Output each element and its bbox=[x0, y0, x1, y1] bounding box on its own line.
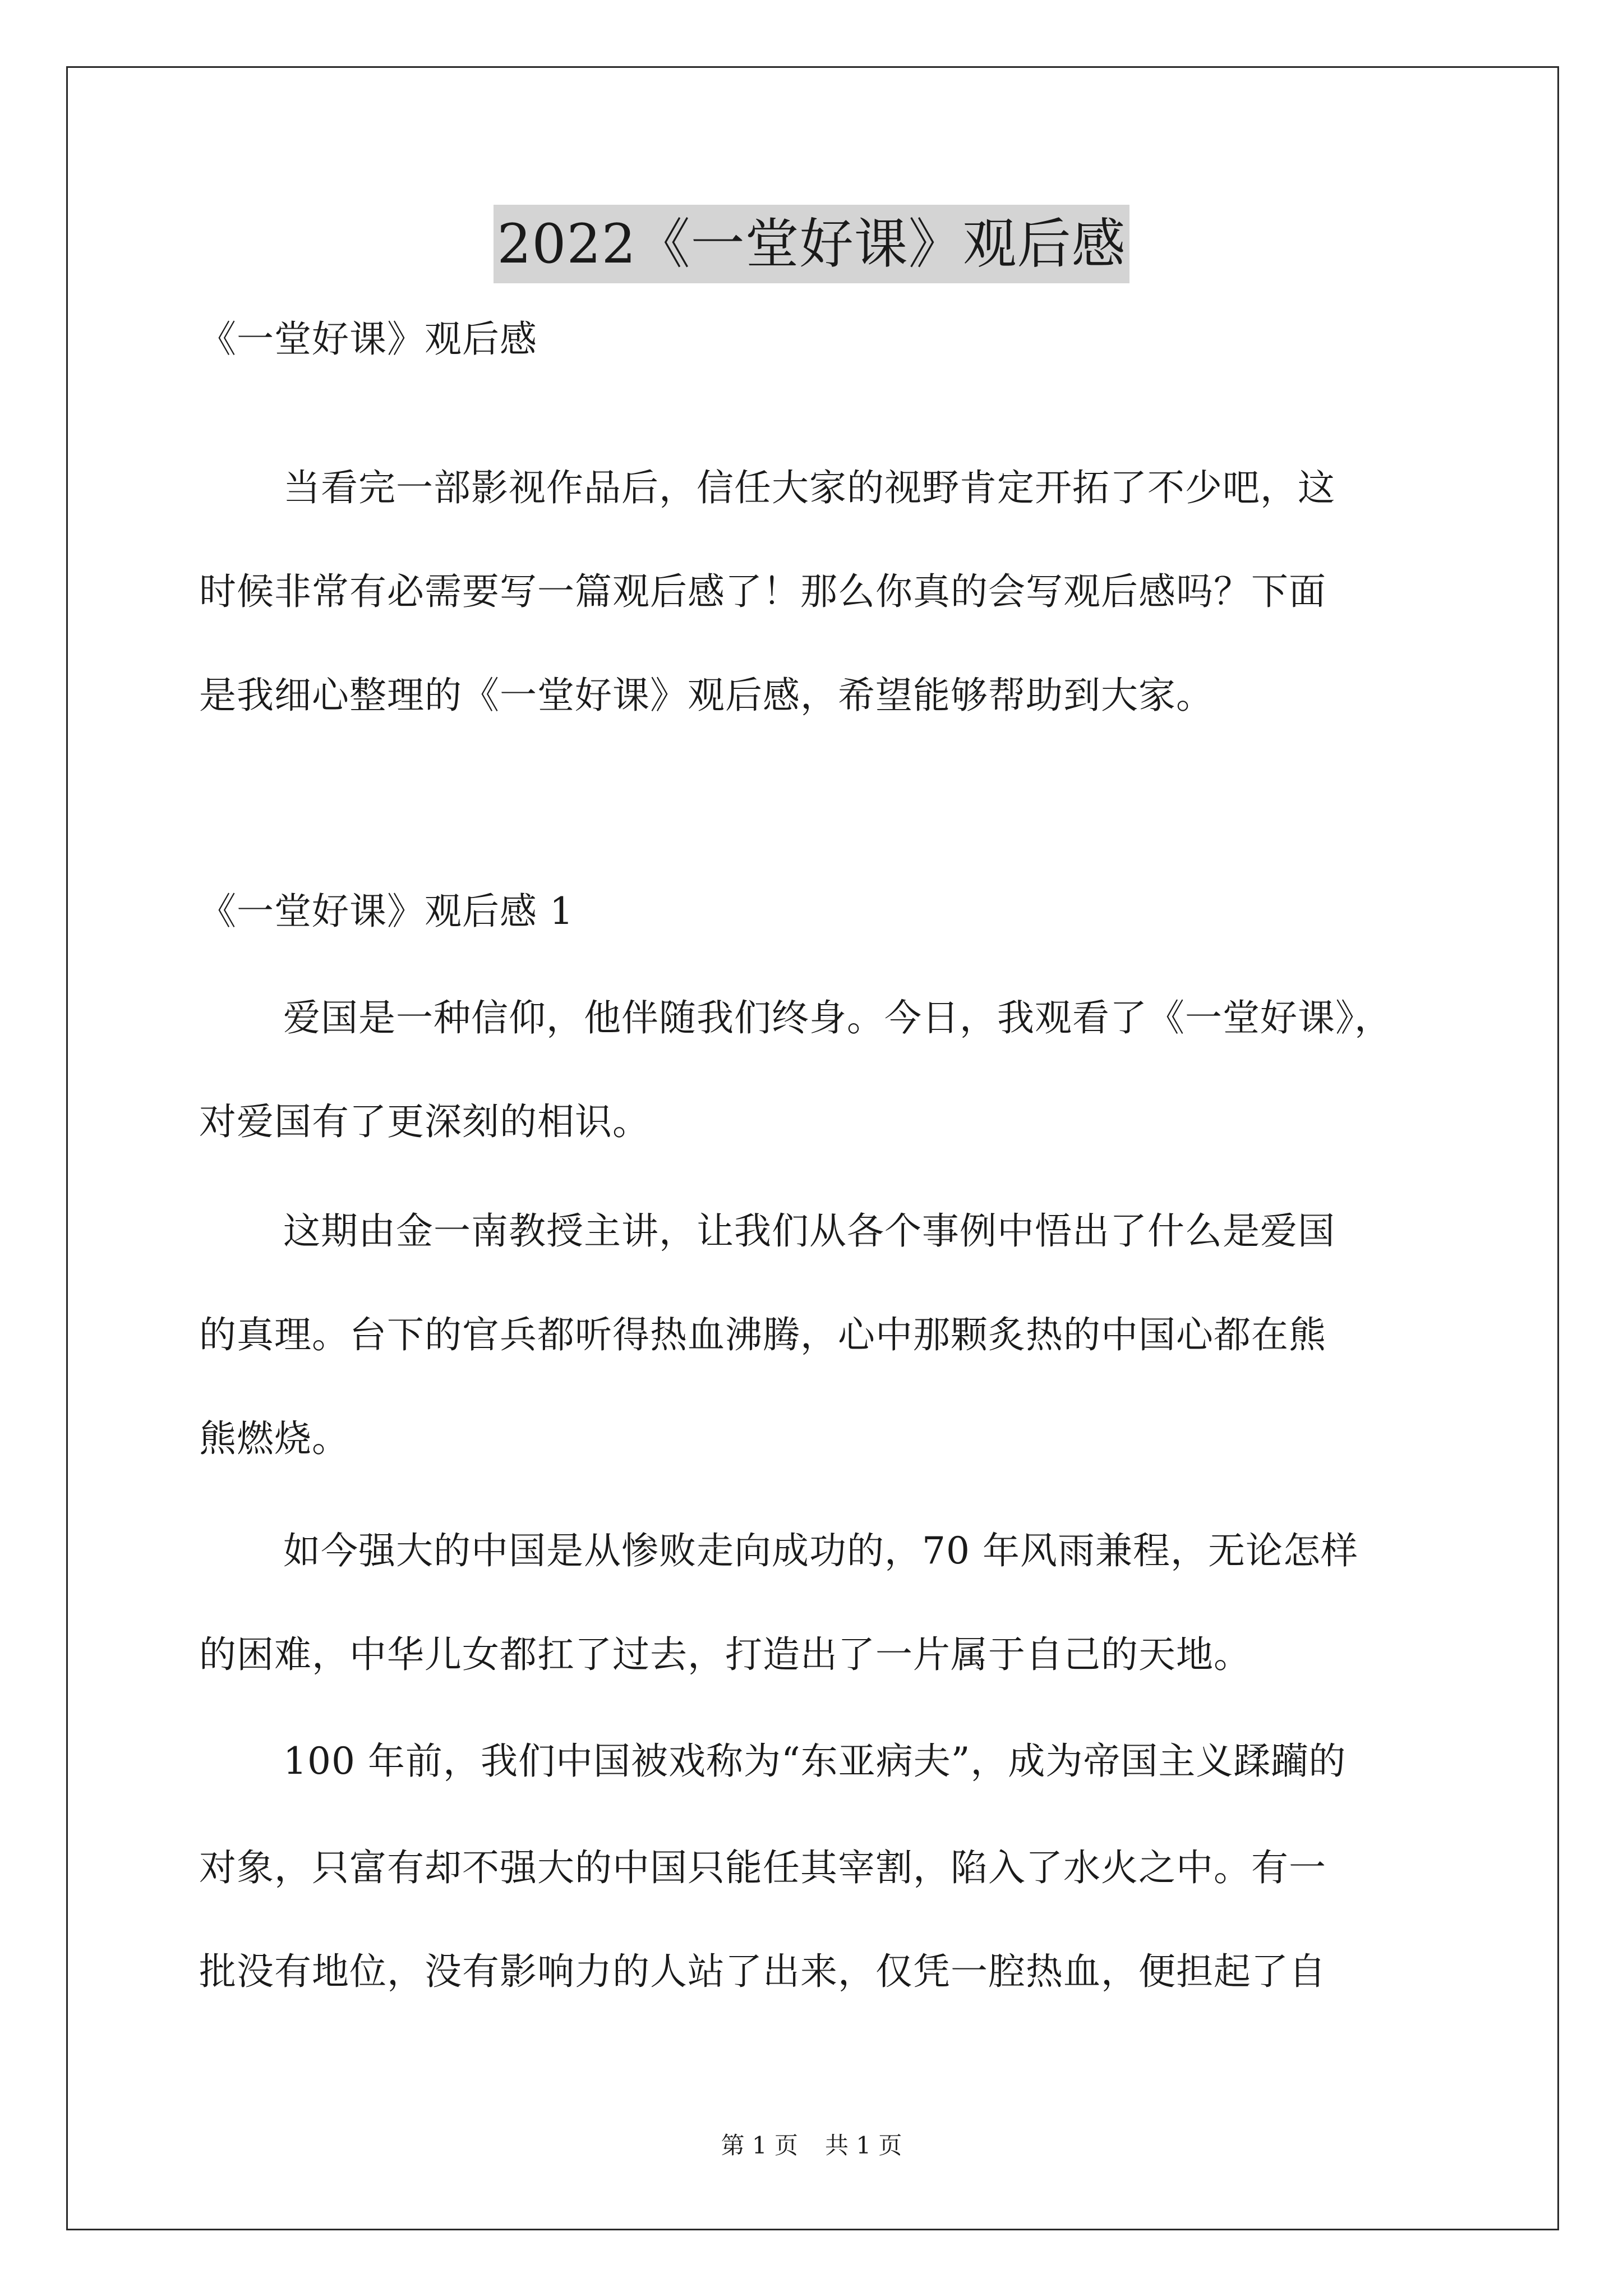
paragraph-line: 对爱国有了更深刻的相识。 bbox=[199, 1100, 650, 1143]
paragraph-line: 爱国是一种信仰，他伴随我们终身。今日，我观看了《一堂好课》， bbox=[283, 996, 1392, 1039]
paragraph-line: 时候非常有必需要写一篇观后感了！那么你真的会写观后感吗？下面 bbox=[199, 570, 1326, 613]
paragraph-line: 是我细心整理的《一堂好课》观后感，希望能够帮助到大家。 bbox=[199, 674, 1214, 717]
document-title: 2022《一堂好课》观后感 bbox=[494, 205, 1129, 283]
section-heading: 《一堂好课》观后感 1 bbox=[199, 890, 574, 933]
paragraph-line: 对象，只富有却不强大的中国只能任其宰割，陷入了水火之中。有一 bbox=[199, 1846, 1326, 1889]
page-footer bbox=[0, 2129, 1623, 2162]
subtitle-line: 《一堂好课》观后感 bbox=[199, 318, 537, 361]
page-border bbox=[66, 66, 1559, 2230]
paragraph-line: 如今强大的中国是从惨败走向成功的，70 年风雨兼程，无论怎样 bbox=[283, 1529, 1358, 1572]
paragraph-line: 熊燃烧。 bbox=[199, 1417, 349, 1460]
page-number: 第 1 页 bbox=[721, 2132, 798, 2159]
paragraph-line: 当看完一部影视作品后，信任大家的视野肯定开拓了不少吧，这 bbox=[283, 466, 1335, 509]
title-container bbox=[0, 205, 1623, 283]
page-total: 共 1 页 bbox=[825, 2132, 902, 2159]
paragraph-line: 这期由金一南教授主讲，让我们从各个事例中悟出了什么是爱国 bbox=[283, 1209, 1335, 1253]
paragraph-line: 的困难，中华儿女都扛了过去，打造出了一片属于自己的天地。 bbox=[199, 1633, 1251, 1676]
paragraph-line: 批没有地位，没有影响力的人站了出来，仅凭一腔热血，便担起了自 bbox=[199, 1950, 1326, 1993]
paragraph-line: 的真理。台下的官兵都听得热血沸腾，心中那颗炙热的中国心都在熊 bbox=[199, 1313, 1326, 1356]
paragraph-line: 100 年前，我们中国被戏称为“东亚病夫”，成为帝国主义蹂躏的 bbox=[283, 1740, 1347, 1783]
